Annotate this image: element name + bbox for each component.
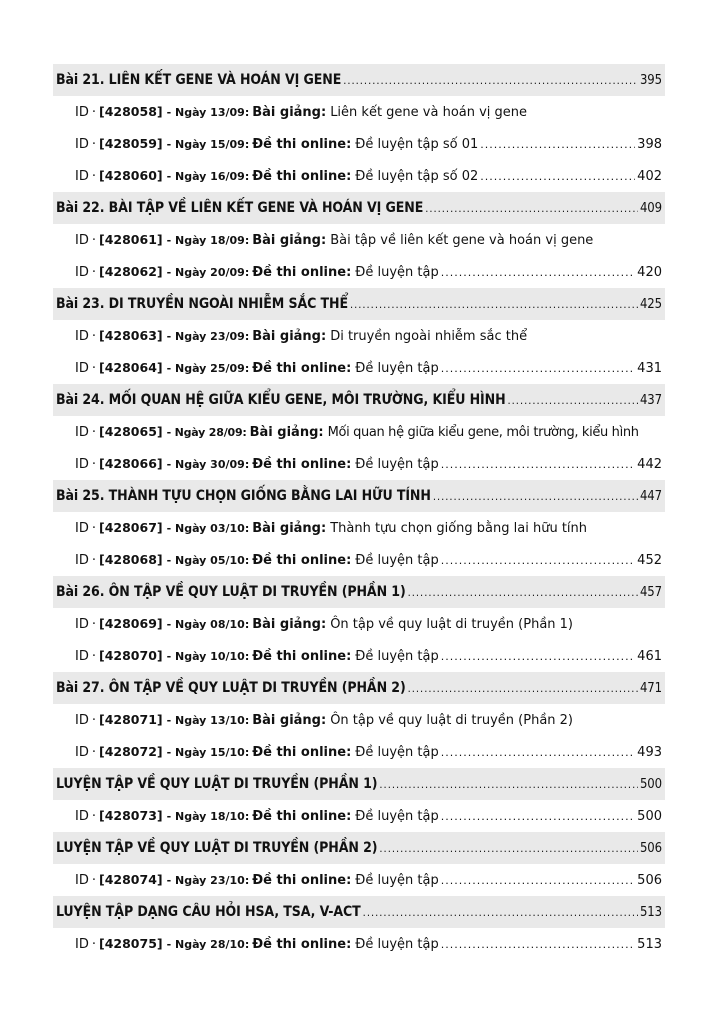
entry-kind: Đề thi online: — [252, 361, 352, 376]
entry-date: - Ngày 25/09: — [166, 362, 250, 375]
entry-kind: Bài giảng: — [252, 713, 327, 728]
page-number: 471 — [639, 681, 662, 696]
dot-leader — [363, 896, 638, 928]
entry-kind: Đề thi online: — [252, 553, 352, 568]
toc-section-heading[interactable] — [53, 384, 665, 416]
toc-entry[interactable] — [53, 512, 665, 544]
entry-date: - Ngày 18/10: — [166, 810, 250, 823]
page-number: 500 — [637, 809, 662, 824]
id-label: ID — [75, 713, 89, 728]
entry-code: [428065] — [99, 424, 163, 439]
entry-date: - Ngày 23/10: — [166, 874, 250, 887]
entry-code: [428071] — [99, 712, 163, 727]
toc-entry[interactable] — [53, 448, 665, 480]
toc-entry[interactable] — [53, 416, 665, 448]
section-title: Bài 23. DI TRUYỀN NGOÀI NHIỄM SẮC THỂ — [56, 296, 348, 312]
entry-title: Đề luyện tập — [355, 809, 439, 824]
entry-title: Đề luyện tập — [355, 361, 439, 376]
page-number: 461 — [637, 649, 662, 664]
page-number: 506 — [637, 873, 662, 888]
toc-entry[interactable] — [53, 928, 665, 960]
entry-code: [428069] — [99, 616, 163, 631]
bullet-separator: · — [91, 521, 96, 536]
bullet-separator: · — [91, 169, 96, 184]
entry-code: [428072] — [99, 744, 163, 759]
entry-code: [428064] — [99, 360, 163, 375]
id-label: ID — [75, 553, 89, 568]
entry-date: - Ngày 15/10: — [166, 746, 250, 759]
id-label: ID — [75, 937, 89, 952]
entry-date: - Ngày 28/10: — [166, 938, 250, 951]
dot-leader — [343, 64, 638, 96]
dot-leader — [408, 576, 638, 608]
section-title: LUYỆN TẬP VỀ QUY LUẬT DI TRUYỀN (PHẦN 2) — [56, 840, 378, 856]
entry-title: Đề luyện tập — [355, 937, 439, 952]
entry-code: [428060] — [99, 168, 163, 183]
bullet-separator: · — [91, 809, 96, 824]
entry-title: Ôn tập về quy luật di truyền (Phần 1) — [330, 617, 573, 632]
bullet-separator: · — [91, 233, 96, 248]
entry-code: [428061] — [99, 232, 163, 247]
page-number: 500 — [639, 777, 662, 792]
entry-code: [428063] — [99, 328, 163, 343]
toc-section-heading[interactable] — [53, 672, 665, 704]
page-number: 425 — [639, 297, 662, 312]
entry-code: [428068] — [99, 552, 163, 567]
toc-section-heading[interactable] — [53, 288, 665, 320]
toc-entry[interactable] — [53, 864, 665, 896]
id-label: ID — [75, 521, 89, 536]
dot-leader — [480, 161, 635, 192]
section-title: LUYỆN TẬP DẠNG CÂU HỎI HSA, TSA, V-ACT — [56, 904, 361, 920]
entry-kind: Bài giảng: — [252, 521, 327, 536]
entry-title: Đề luyện tập — [355, 745, 439, 760]
entry-date: - Ngày 28/09: — [166, 426, 247, 439]
bullet-separator: · — [91, 937, 96, 952]
entry-code: [428073] — [99, 808, 163, 823]
page-number: 402 — [637, 169, 662, 184]
id-label: ID — [75, 329, 89, 344]
entry-kind: Bài giảng: — [252, 617, 327, 632]
toc-section-heading[interactable] — [53, 832, 665, 864]
entry-title: Mối quan hệ giữa kiểu gene, môi trường, kiểu hình — [327, 425, 639, 440]
id-label: ID — [75, 137, 89, 152]
id-label: ID — [75, 873, 89, 888]
toc-section-heading[interactable] — [53, 896, 665, 928]
bullet-separator: · — [91, 713, 96, 728]
bullet-separator: · — [91, 105, 96, 120]
page-number: 452 — [637, 553, 662, 568]
page-number: 457 — [639, 585, 662, 600]
entry-kind: Đề thi online: — [252, 137, 352, 152]
entry-kind: Đề thi online: — [252, 937, 352, 952]
page-number: 409 — [639, 201, 662, 216]
dot-leader — [441, 929, 635, 960]
bullet-separator: · — [91, 553, 96, 568]
dot-leader — [379, 768, 638, 800]
id-label: ID — [75, 809, 89, 824]
entry-date: - Ngày 16/09: — [166, 170, 250, 183]
dot-leader — [379, 832, 638, 864]
section-title: LUYỆN TẬP VỀ QUY LUẬT DI TRUYỀN (PHẦN 1) — [56, 776, 378, 792]
bullet-separator: · — [91, 265, 96, 280]
entry-kind: Đề thi online: — [252, 873, 352, 888]
id-label: ID — [75, 425, 89, 440]
page-number: 437 — [639, 393, 662, 408]
page-number: 493 — [637, 745, 662, 760]
bullet-separator: · — [91, 425, 96, 440]
dot-leader — [480, 129, 635, 160]
page-number: 513 — [639, 905, 662, 920]
entry-kind: Đề thi online: — [252, 265, 352, 280]
entry-date: - Ngày 15/09: — [166, 138, 250, 151]
bullet-separator: · — [91, 617, 96, 632]
section-title: Bài 25. THÀNH TỰU CHỌN GIỐNG BẰNG LAI HỮU TÍNH — [56, 488, 431, 504]
toc-entry[interactable] — [53, 224, 665, 256]
entry-title: Liên kết gene và hoán vị gene — [330, 105, 528, 120]
entry-kind: Đề thi online: — [252, 169, 352, 184]
entry-title: Đề luyện tập — [355, 873, 439, 888]
toc-section-heading[interactable] — [53, 768, 665, 800]
entry-code: [428075] — [99, 936, 163, 951]
page-number: 447 — [639, 489, 662, 504]
toc-entry[interactable] — [53, 128, 665, 160]
entry-code: [428062] — [99, 264, 163, 279]
bullet-separator: · — [91, 137, 96, 152]
dot-leader — [425, 192, 638, 224]
entry-date: - Ngày 05/10: — [166, 554, 250, 567]
bullet-separator: · — [91, 457, 96, 472]
entry-kind: Bài giảng: — [252, 105, 327, 120]
entry-code: [428058] — [99, 104, 163, 119]
toc-entry[interactable] — [53, 352, 665, 384]
entry-date: - Ngày 10/10: — [166, 650, 250, 663]
page-number: 431 — [637, 361, 662, 376]
entry-title: Ôn tập về quy luật di truyền (Phần 2) — [330, 713, 573, 728]
entry-title: Đề luyện tập số 01 — [355, 137, 479, 152]
toc-entry[interactable] — [53, 160, 665, 192]
toc-entry[interactable] — [53, 640, 665, 672]
entry-kind: Bài giảng: — [249, 425, 324, 440]
entry-code: [428070] — [99, 648, 163, 663]
entry-title: Đề luyện tập — [355, 457, 439, 472]
id-label: ID — [75, 457, 89, 472]
dot-leader — [408, 672, 638, 704]
id-label: ID — [75, 233, 89, 248]
entry-title: Đề luyện tập — [355, 553, 439, 568]
entry-date: - Ngày 18/09: — [166, 234, 250, 247]
dot-leader — [441, 257, 635, 288]
entry-code: [428074] — [99, 872, 163, 887]
bullet-separator: · — [91, 745, 96, 760]
section-title: Bài 27. ÔN TẬP VỀ QUY LUẬT DI TRUYỀN (PHẦN 2) — [56, 680, 406, 696]
entry-title: Bài tập về liên kết gene và hoán vị gene — [330, 233, 594, 248]
entry-code: [428059] — [99, 136, 163, 151]
page-number: 506 — [639, 841, 662, 856]
entry-kind: Bài giảng: — [252, 329, 327, 344]
entry-code: [428066] — [99, 456, 163, 471]
entry-kind: Đề thi online: — [252, 809, 352, 824]
bullet-separator: · — [91, 329, 96, 344]
table-of-contents — [53, 64, 665, 960]
entry-kind: Đề thi online: — [252, 649, 352, 664]
entry-date: - Ngày 23/09: — [166, 330, 250, 343]
id-label: ID — [75, 745, 89, 760]
toc-entry[interactable] — [53, 704, 665, 736]
toc-section-heading[interactable] — [53, 480, 665, 512]
page-number: 513 — [637, 937, 662, 952]
id-label: ID — [75, 105, 89, 120]
id-label: ID — [75, 617, 89, 632]
entry-code: [428067] — [99, 520, 163, 535]
toc-entry[interactable] — [53, 736, 665, 768]
entry-date: - Ngày 20/09: — [166, 266, 250, 279]
page-number: 398 — [637, 137, 662, 152]
entry-date: - Ngày 30/09: — [166, 458, 250, 471]
entry-kind: Đề thi online: — [252, 745, 352, 760]
dot-leader — [441, 865, 635, 896]
id-label: ID — [75, 265, 89, 280]
dot-leader — [350, 288, 638, 320]
page-number: 395 — [639, 73, 662, 88]
entry-title: Đề luyện tập — [355, 265, 439, 280]
entry-kind: Đề thi online: — [252, 457, 352, 472]
dot-leader — [433, 480, 638, 512]
entry-date: - Ngày 08/10: — [166, 618, 250, 631]
section-title: Bài 26. ÔN TẬP VỀ QUY LUẬT DI TRUYỀN (PHẦN 1) — [56, 584, 406, 600]
page-number: 420 — [637, 265, 662, 280]
section-title: Bài 24. MỐI QUAN HỆ GIỮA KIỂU GENE, MÔI TRƯỜNG, KIỂU HÌNH — [56, 392, 506, 408]
toc-entry[interactable] — [53, 608, 665, 640]
bullet-separator: · — [91, 649, 96, 664]
id-label: ID — [75, 649, 89, 664]
dot-leader — [441, 737, 635, 768]
entry-date: - Ngày 13/09: — [166, 106, 250, 119]
dot-leader — [441, 353, 635, 384]
entry-title: Thành tựu chọn giống bằng lai hữu tính — [330, 521, 588, 536]
bullet-separator: · — [91, 873, 96, 888]
toc-entry[interactable] — [53, 256, 665, 288]
section-title: Bài 22. BÀI TẬP VỀ LIÊN KẾT GENE VÀ HOÁN VỊ GENE — [56, 200, 424, 216]
entry-date: - Ngày 13/10: — [166, 714, 250, 727]
toc-section-heading[interactable] — [53, 64, 665, 96]
entry-date: - Ngày 03/10: — [166, 522, 250, 535]
toc-entry[interactable] — [53, 800, 665, 832]
id-label: ID — [75, 361, 89, 376]
dot-leader — [441, 641, 635, 672]
toc-section-heading[interactable] — [53, 576, 665, 608]
toc-entry[interactable] — [53, 320, 665, 352]
toc-entry[interactable] — [53, 544, 665, 576]
entry-title: Di truyền ngoài nhiễm sắc thể — [330, 329, 528, 344]
dot-leader — [441, 801, 635, 832]
page-number: 442 — [637, 457, 662, 472]
entry-kind: Bài giảng: — [252, 233, 327, 248]
id-label: ID — [75, 169, 89, 184]
toc-entry[interactable] — [53, 96, 665, 128]
entry-title: Đề luyện tập — [355, 649, 439, 664]
toc-section-heading[interactable] — [53, 192, 665, 224]
dot-leader — [508, 384, 638, 416]
entry-title: Đề luyện tập số 02 — [355, 169, 479, 184]
dot-leader — [441, 449, 635, 480]
dot-leader — [441, 545, 635, 576]
bullet-separator: · — [91, 361, 96, 376]
section-title: Bài 21. LIÊN KẾT GENE VÀ HOÁN VỊ GENE — [56, 72, 342, 88]
